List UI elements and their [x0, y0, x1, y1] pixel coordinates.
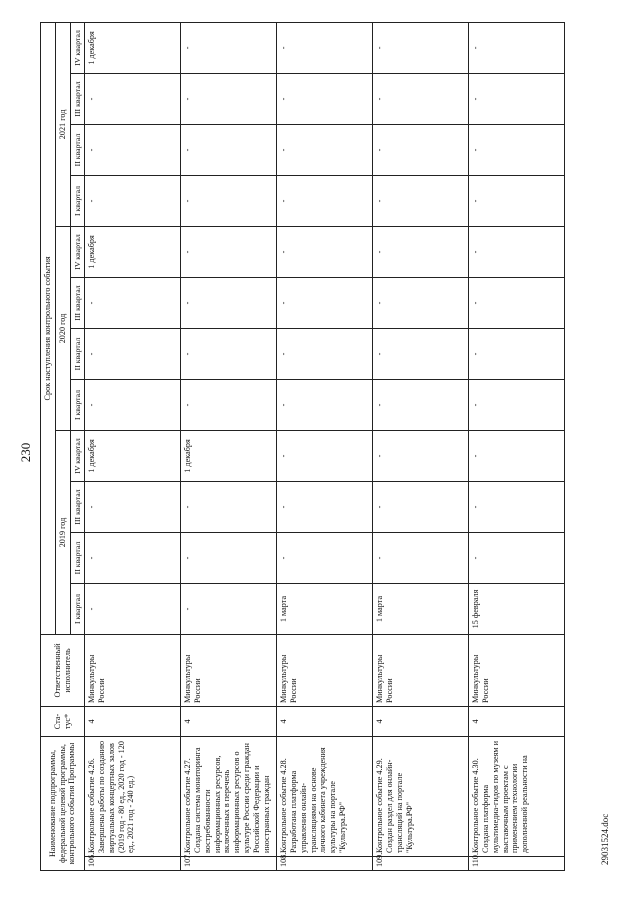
quarter-cell: -	[469, 430, 565, 481]
quarter-cell: -	[277, 124, 373, 175]
quarter-cell: -	[469, 175, 565, 226]
quarter-cell: -	[85, 277, 181, 328]
header-deadline: Срок наступления контрольного события	[41, 22, 56, 634]
header-quarter: III квартал	[70, 481, 84, 532]
header-year-2019: 2019 год	[55, 430, 70, 634]
quarter-cell: -	[181, 175, 277, 226]
quarter-cell: 1 декабря	[85, 22, 181, 73]
quarter-cell: 1 декабря	[85, 226, 181, 277]
quarter-cell: -	[85, 379, 181, 430]
quarter-cell: -	[181, 22, 277, 73]
quarter-cell: -	[373, 124, 469, 175]
quarter-cell: -	[181, 379, 277, 430]
quarter-cell: -	[373, 22, 469, 73]
quarter-cell: -	[373, 73, 469, 124]
event-name: Контрольное событие 4.30. Создана платформа мультимедиа-гидов по музеям и выставочным проектам с применением технологии дополненной реальности на	[469, 736, 565, 856]
quarter-cell: -	[277, 481, 373, 532]
quarter-cell: -	[277, 277, 373, 328]
header-quarter: IV квартал	[70, 430, 84, 481]
quarter-cell: 1 марта	[277, 583, 373, 634]
table-row	[181, 22, 277, 870]
event-name: Контрольное событие 4.26. Завершены работы по созданию виртуальных концертных залов (2019 год - 80 ед., 2020 год - 120 ед., 2021 год - 240 ед.)	[85, 736, 181, 856]
quarter-cell: -	[373, 532, 469, 583]
quarter-cell: -	[373, 481, 469, 532]
quarter-cell: -	[277, 379, 373, 430]
quarter-cell: -	[373, 226, 469, 277]
event-status: 4	[277, 706, 373, 736]
event-name: Контрольное событие 4.27. Создана система мониторинга востребованности информационных ресурсов, включенных в перечень информационных ресурсов о культуре России среди граждан Российской Федерации и иностранных граждан	[181, 736, 277, 856]
row-number: 106.	[85, 857, 181, 871]
page-number: 230	[18, 442, 33, 463]
table-row	[469, 22, 565, 870]
header-quarter: IV квартал	[70, 226, 84, 277]
quarter-cell: -	[181, 481, 277, 532]
header-name: Наименование подпрограммы, федеральной целевой программы, контрольного события Программы	[41, 736, 85, 870]
header-quarter: II квартал	[70, 124, 84, 175]
header-year-2020: 2020 год	[55, 226, 70, 430]
quarter-cell: -	[181, 532, 277, 583]
quarter-cell: -	[181, 73, 277, 124]
header-year-2021: 2021 год	[55, 22, 70, 226]
table-row	[277, 22, 373, 870]
event-name: Контрольное событие 4.29. Создан раздел для онлайн-трансляций на портале "Культура.РФ"	[373, 736, 469, 856]
quarter-cell: -	[85, 124, 181, 175]
row-number: 109.	[373, 857, 469, 871]
header-quarter: I квартал	[70, 175, 84, 226]
event-status: 4	[373, 706, 469, 736]
event-responsible: Минкультуры России	[373, 634, 469, 706]
quarter-cell: -	[277, 532, 373, 583]
event-responsible: Минкультуры России	[181, 634, 277, 706]
quarter-cell: 15 февраля	[469, 583, 565, 634]
event-status: 4	[469, 706, 565, 736]
row-number: 107.	[181, 857, 277, 871]
header-responsible: Ответственный исполнитель	[41, 634, 85, 706]
quarter-cell: -	[469, 481, 565, 532]
quarter-cell: -	[469, 328, 565, 379]
quarter-cell: -	[85, 73, 181, 124]
quarter-cell: -	[181, 226, 277, 277]
event-status: 4	[85, 706, 181, 736]
quarter-cell: -	[469, 379, 565, 430]
event-responsible: Минкультуры России	[277, 634, 373, 706]
quarter-cell: -	[85, 583, 181, 634]
quarter-cell: -	[85, 532, 181, 583]
row-number: 110.	[469, 857, 565, 871]
quarter-cell: -	[469, 73, 565, 124]
row-number: 108.	[277, 857, 373, 871]
header-quarter: IV квартал	[70, 22, 84, 73]
event-responsible: Минкультуры России	[85, 634, 181, 706]
quarter-cell: -	[277, 430, 373, 481]
event-responsible: Минкультуры России	[469, 634, 565, 706]
quarter-cell: -	[469, 22, 565, 73]
header-quarter: II квартал	[70, 328, 84, 379]
control-events-table	[40, 22, 565, 871]
quarter-cell: -	[373, 277, 469, 328]
quarter-cell: 1 декабря	[85, 430, 181, 481]
quarter-cell: -	[181, 124, 277, 175]
header-quarter: I квартал	[70, 583, 84, 634]
quarter-cell: -	[373, 430, 469, 481]
footer-doc-id: 29031524.doc	[600, 813, 610, 865]
quarter-cell: -	[277, 22, 373, 73]
quarter-cell: -	[373, 328, 469, 379]
table-row	[85, 22, 181, 870]
header-quarter: III квартал	[70, 73, 84, 124]
quarter-cell: -	[469, 124, 565, 175]
quarter-cell: -	[181, 328, 277, 379]
quarter-cell: -	[469, 226, 565, 277]
quarter-cell: -	[277, 226, 373, 277]
quarter-cell: -	[85, 328, 181, 379]
header-quarter: III квартал	[70, 277, 84, 328]
quarter-cell: -	[373, 379, 469, 430]
quarter-cell: -	[277, 175, 373, 226]
quarter-cell: -	[85, 481, 181, 532]
quarter-cell: -	[85, 175, 181, 226]
quarter-cell: -	[277, 73, 373, 124]
quarter-cell: 1 марта	[373, 583, 469, 634]
header-quarter: II квартал	[70, 532, 84, 583]
quarter-cell: -	[373, 175, 469, 226]
quarter-cell: -	[277, 328, 373, 379]
quarter-cell: -	[469, 532, 565, 583]
quarter-cell: -	[181, 583, 277, 634]
header-status: Ста-тус*	[41, 706, 85, 736]
quarter-cell: -	[469, 277, 565, 328]
table-row	[373, 22, 469, 870]
event-status: 4	[181, 706, 277, 736]
header-quarter: I квартал	[70, 379, 84, 430]
quarter-cell: 1 декабря	[181, 430, 277, 481]
event-name: Контрольное событие 4.28. Разработана платформа управления онлайн-трансляциями на основе личного кабинета учреждения культуры на портале "Культура.РФ"	[277, 736, 373, 856]
quarter-cell: -	[181, 277, 277, 328]
